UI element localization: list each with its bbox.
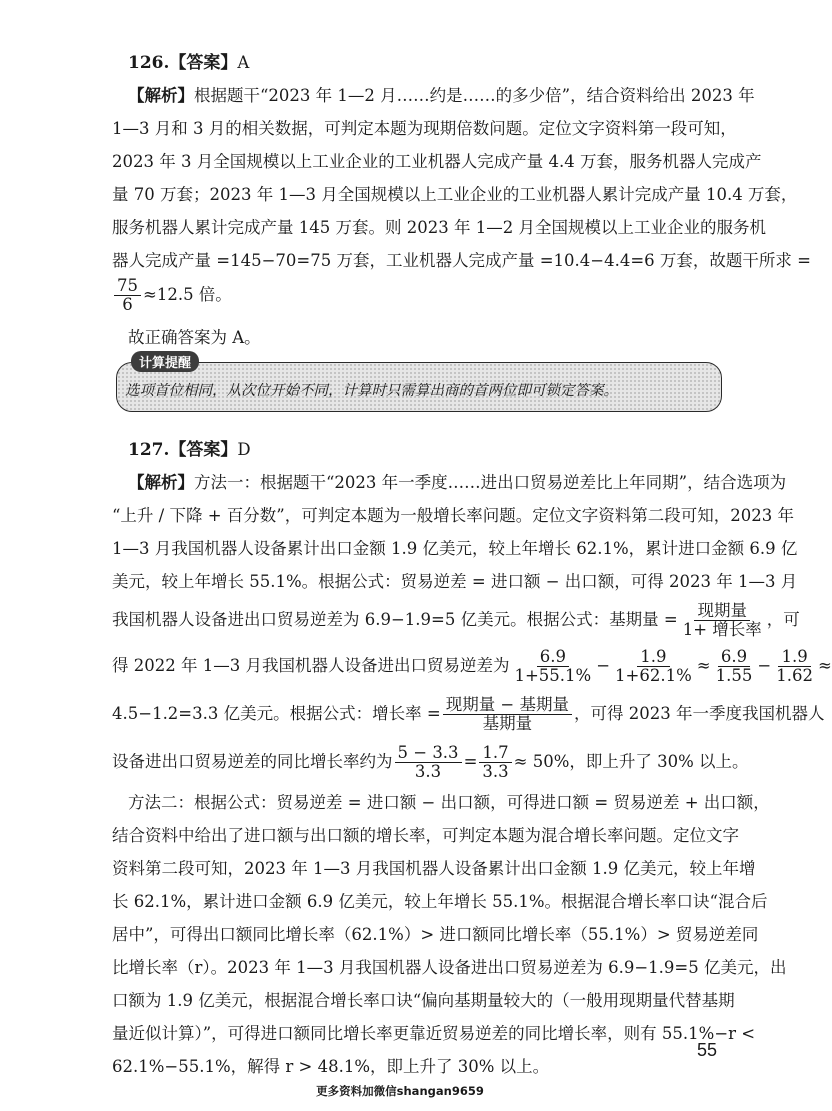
method2-line: 口额为 1.9 亿美元，根据混合增长率口诀“偏向基期量较大的（一般用现期量代替基期 — [112, 991, 735, 1010]
method2-line: 资料第二段可知，2023 年 1—3 月我国机器人设备累计出口金额 1.9 亿美元，较上年增 — [112, 859, 756, 878]
fraction: $\frac{1.9}{1.62}$ — [776, 647, 813, 685]
fraction: $\frac{\text{现期量}}{\text{1+ 增长率}}$ — [682, 601, 762, 639]
formula-line-growth: 4.5−1.2=3.3 亿美元。根据公式：增长率 = $\frac{\text{现期量 − 基期量}}{\text{基期量}}$ ，可得 2023 年一季度我国机器人 — [112, 695, 825, 733]
conclusion: 故正确答案为 A。 — [128, 328, 261, 347]
tip-label: 计算提醒 — [131, 351, 199, 372]
answer-heading-126: 126.【答案】A — [128, 53, 250, 73]
formula-line-calc: 得 2022 年 1—3 月我国机器人设备进出口贸易逆差为 $\frac{6.9}{1+55.1\%}$ − $\frac{1.9}{1+62.1\%}$ ≈ $\frac{6.9}{1.55}$ − $\frac{1.9}{1.62}$ ≈ — [112, 647, 832, 685]
analysis-line: 量 70 万套；2023 年 1—3 月全国规模以上工业企业的工业机器人累计完成产量 10.4 万套， — [112, 185, 798, 204]
method2-line: 结合资料中给出了进口额与出口额的增长率，可判定本题为混合增长率问题。定位文字 — [112, 826, 739, 845]
method2-line: 居中”，可得出口额同比增长率（62.1%）> 进口额同比增长率（55.1%）> 贸易逆差同 — [112, 925, 759, 944]
fraction: $\frac{\text{现期量 − 基期量}}{\text{基期量}}$ — [443, 696, 572, 733]
fraction-line: $\frac{75}{6}$ ≈12.5 倍。 — [112, 277, 724, 321]
fraction: $\frac{75}{6}$ — [114, 277, 141, 314]
analysis-line: 美元，较上年增长 55.1%。根据公式：贸易逆差 = 进口额 − 出口额，可得 2023 年 1—3 月 — [112, 572, 798, 591]
analysis-line: 【解析】方法一：根据题干“2023 年一季度……进出口贸易逆差比上年同期”，结合选项为 — [128, 473, 787, 492]
formula-line-base: 我国机器人设备进出口贸易逆差为 6.9−1.9=5 亿美元。根据公式：基期量 = $\frac{\text{现期量}}{\text{1+ 增长率}}$ ，可 — [112, 601, 800, 639]
tip-text: 选项首位相同，从次位开始不同，计算时只需算出商的首两位即可锁定答案。 — [125, 383, 618, 399]
analysis-line: 1—3 月我国机器人设备累计出口金额 1.9 亿美元，较上年增长 62.1%，累计进口金额 6.9 亿 — [112, 539, 798, 558]
fraction: $\frac{1.9}{1+62.1\%}$ — [615, 647, 692, 685]
method2-line: 比增长率（r）。2023 年 1—3 月我国机器人设备进出口贸易逆差为 6.9−1.9=5 亿美元，出 — [112, 958, 787, 977]
analysis-line: 服务机器人累计完成产量 145 万套。则 2023 年 1—2 月全国规模以上工业企业的服务机 — [112, 218, 766, 237]
method2-line: 方法二：根据公式：贸易逆差 = 进口额 − 出口额，可得进口额 = 贸易逆差 + 出口额， — [128, 793, 770, 812]
analysis-line: 1—3 月和 3 月的相关数据，可判定本题为现期倍数问题。定位文字资料第一段可知， — [112, 119, 737, 138]
method2-line: 量近似计算）”，可得进口额同比增长率更靠近贸易逆差的同比增长率，则有 55.1%−r < — [112, 1024, 756, 1043]
analysis-line: “上升 / 下降 + 百分数”，可判定本题为一般增长率问题。定位文字资料第二段可知，2023 年 — [112, 506, 794, 525]
fraction: $\frac{6.9}{1.55}$ — [715, 647, 753, 685]
calc-tip-box — [116, 356, 722, 412]
fraction: $\frac{6.9}{1+55.1\%}$ — [514, 647, 592, 685]
question-126 — [112, 46, 811, 354]
answer-heading-127: 127.【答案】D — [128, 440, 251, 460]
fraction: $\frac{5 - 3.3}{3.3}$ — [395, 744, 462, 781]
method2-line: 长 62.1%，累计进口金额 6.9 亿美元，较上年增长 55.1%。根据混合增长率口诀“混合后 — [112, 892, 768, 911]
fraction: $\frac{1.7}{3.3}$ — [479, 744, 511, 781]
analysis-line: 【解析】根据题干“2023 年 1—2 月……约是……的多少倍”，结合资料给出 2023 年 — [128, 86, 755, 105]
analysis-line: 器人完成产量 =145−70=75 万套，工业机器人完成产量 =10.4−4.4=6 万套，故题干所求 = — [112, 251, 811, 270]
question-127 — [112, 433, 832, 1083]
page-number: 55 — [697, 1040, 718, 1060]
method2-line: 62.1%−55.1%，解得 r > 48.1%，即上升了 30% 以上。 — [112, 1057, 550, 1076]
analysis-line: 2023 年 3 月全国规模以上工业企业的工业机器人完成产量 4.4 万套，服务机器人完成产 — [112, 152, 762, 171]
formula-line-result: 设备进出口贸易逆差的同比增长率约为 $\frac{5 - 3.3}{3.3}$ = $\frac{1.7}{3.3}$ ≈ 50%，即上升了 30% 以上。 — [112, 743, 749, 781]
footer-note: 更多资料加微信shangan9659 — [316, 1084, 484, 1098]
